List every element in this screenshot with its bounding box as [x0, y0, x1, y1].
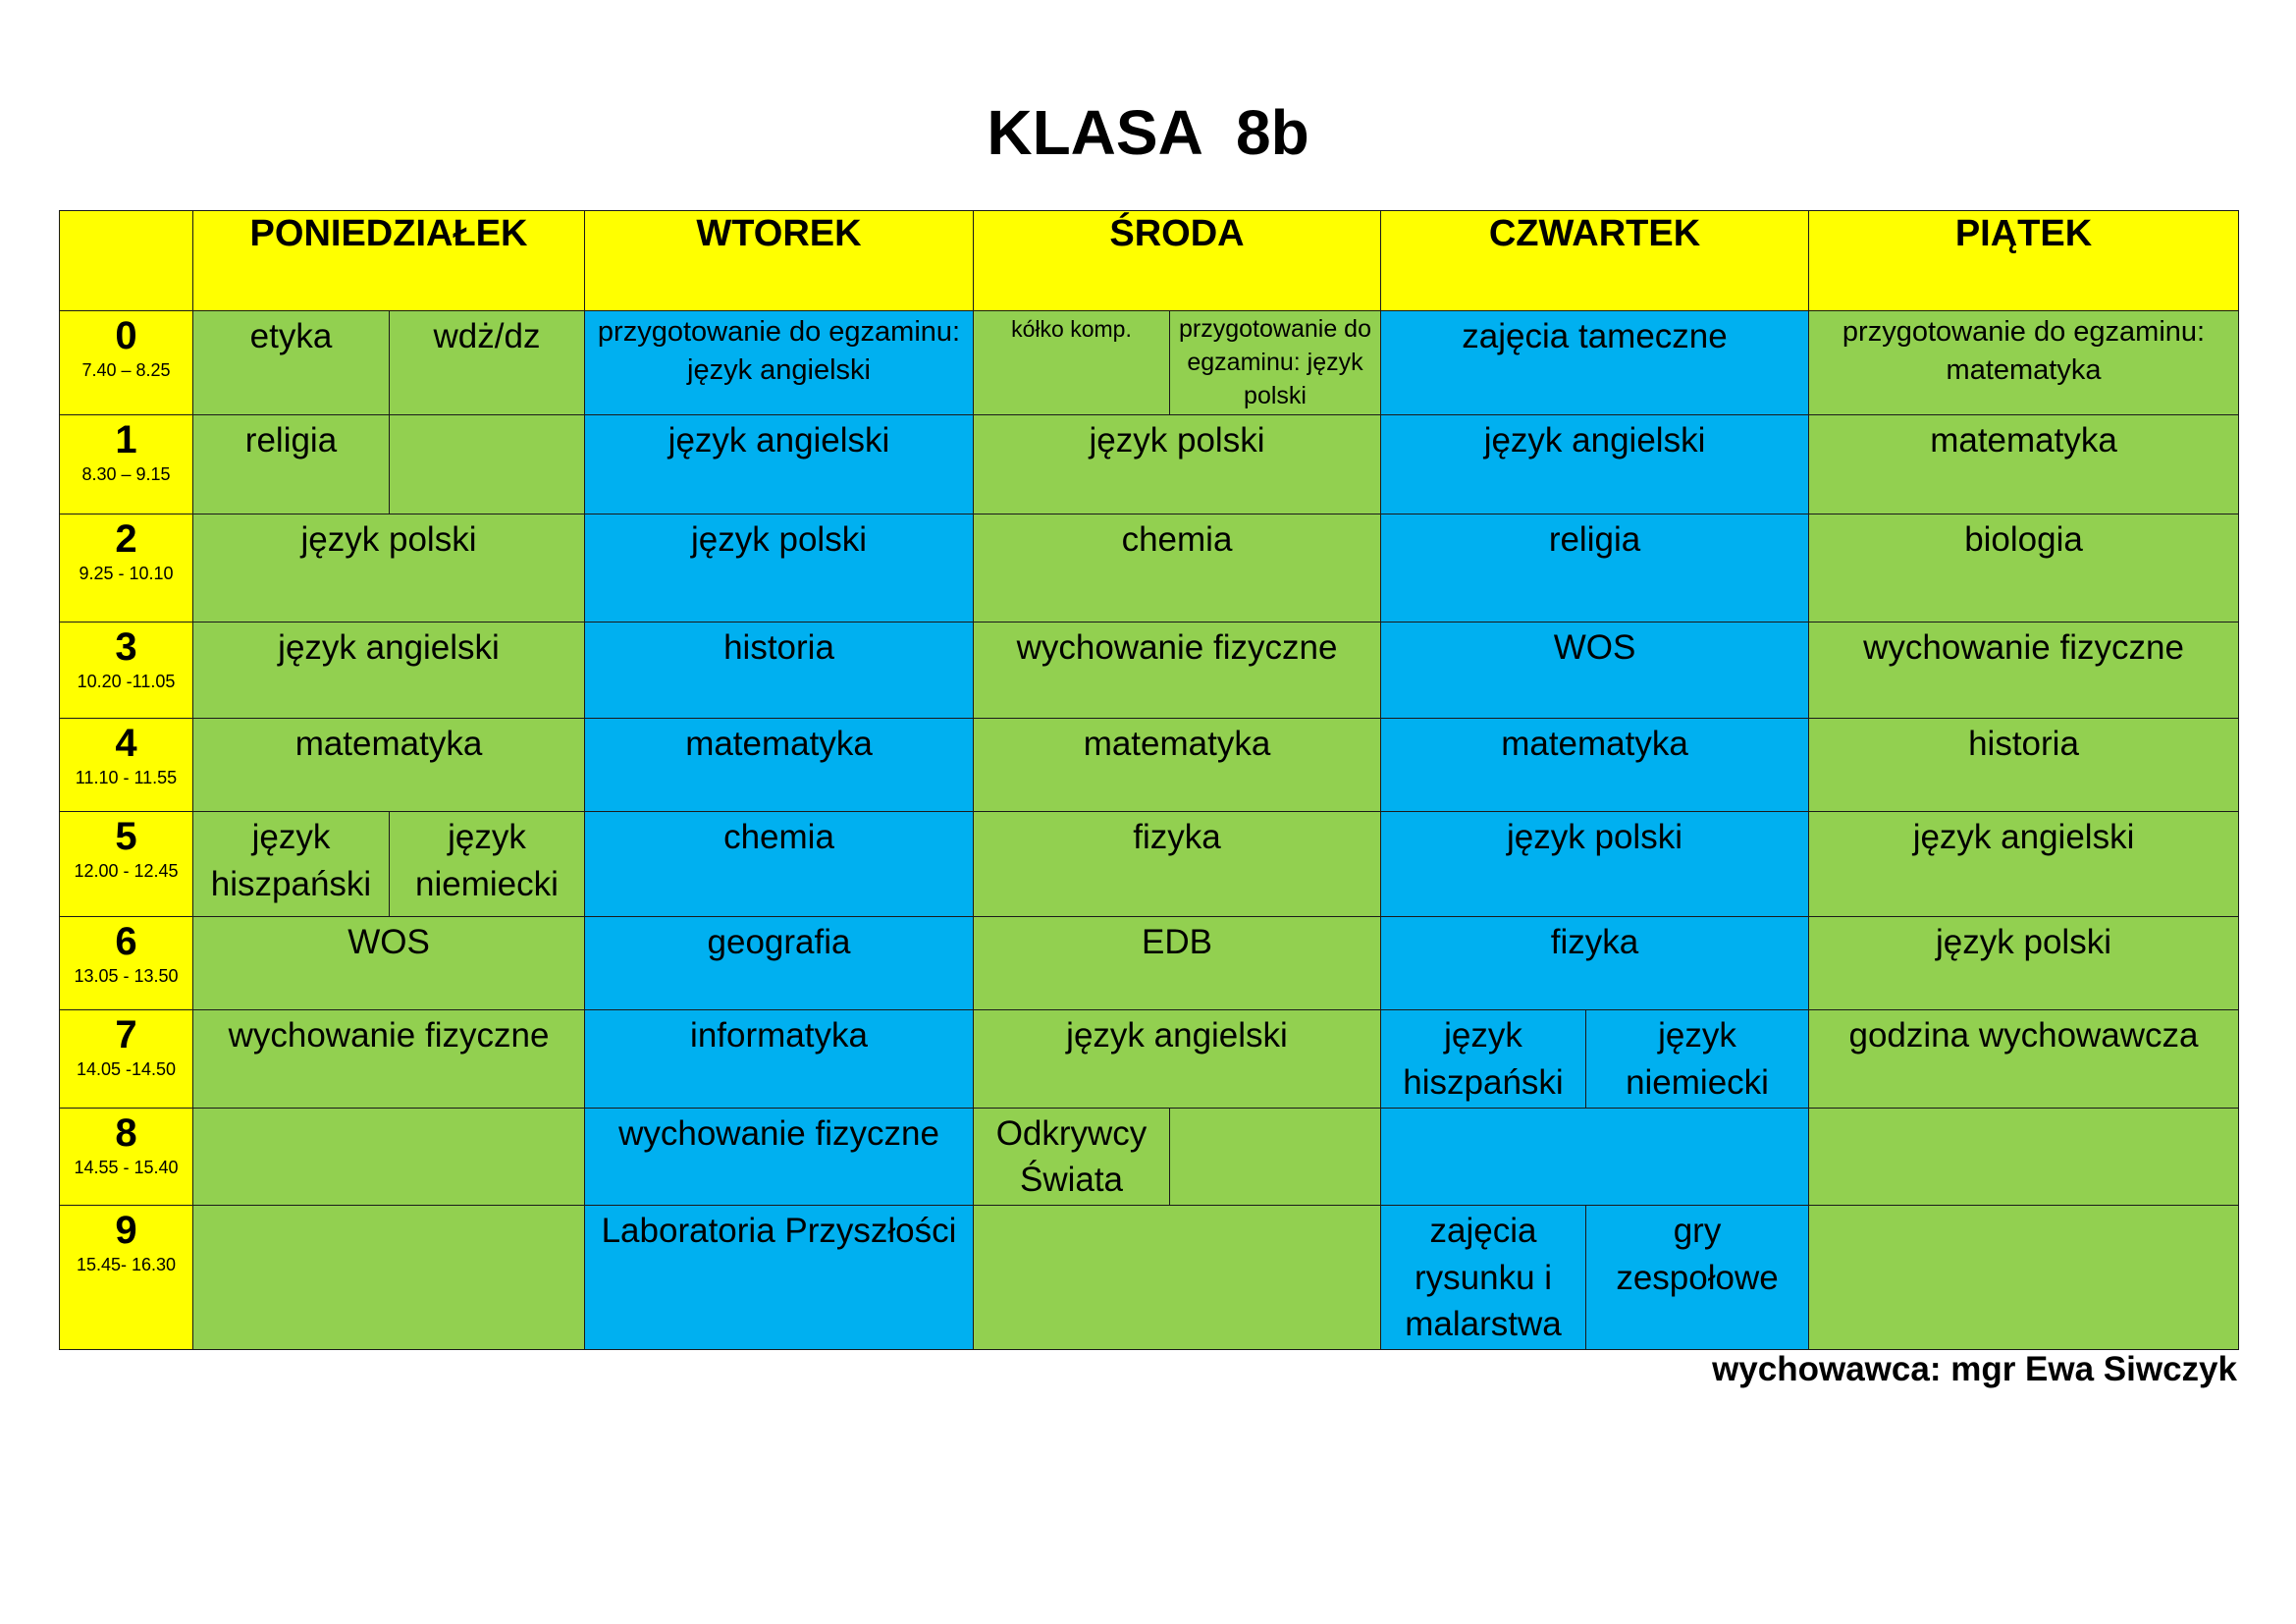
- day-header-friday: PIĄTEK: [1809, 211, 2239, 311]
- day-header-thursday: CZWARTEK: [1381, 211, 1809, 311]
- subject-cell: [1809, 1206, 2239, 1350]
- subject-cell: zajęcia tameczne: [1381, 311, 1809, 415]
- lesson-cell: [60, 1108, 193, 1206]
- lesson-cell: [60, 812, 193, 917]
- lesson-row-6: [60, 917, 2239, 1010]
- subject-cell: [1809, 1108, 2239, 1206]
- lesson-number: 5: [115, 815, 137, 859]
- subject-cell: język polski: [1809, 917, 2239, 1010]
- lesson-number: 7: [115, 1013, 137, 1057]
- timetable: [59, 210, 2239, 1350]
- subject-cell: wychowanie fizyczne: [585, 1108, 974, 1206]
- lesson-cell: [60, 719, 193, 812]
- subject-cell: [1170, 1108, 1381, 1206]
- subject-cell: język hiszpański: [193, 812, 390, 917]
- subject-cell: etyka: [193, 311, 390, 415]
- subject-cell: Laboratoria Przyszłości: [585, 1206, 974, 1350]
- lesson-number: 4: [115, 722, 137, 766]
- subject-cell: matematyka: [1381, 719, 1809, 812]
- day-header-monday: PONIEDZIAŁEK: [193, 211, 585, 311]
- subject-cell: matematyka: [585, 719, 974, 812]
- subject-cell: fizyka: [974, 812, 1381, 917]
- subject-cell: Odkrywcy Świata: [974, 1108, 1170, 1206]
- lesson-time: 15.45- 16.30: [76, 1255, 177, 1275]
- lesson-cell: [60, 415, 193, 514]
- lesson-time: 13.05 - 13.50: [74, 966, 179, 987]
- subject-cell: język polski: [1381, 812, 1809, 917]
- subject-cell: WOS: [1381, 623, 1809, 719]
- subject-cell: matematyka: [1809, 415, 2239, 514]
- subject-cell: wychowanie fizyczne: [974, 623, 1381, 719]
- subject-cell: przygotowanie do egzaminu: język angielski: [585, 311, 974, 415]
- lesson-cell: [60, 311, 193, 415]
- lesson-number: 0: [115, 314, 137, 357]
- lesson-row-8: [60, 1108, 2239, 1206]
- lesson-row-9: [60, 1206, 2239, 1350]
- lesson-cell: [60, 917, 193, 1010]
- lesson-cell: [60, 514, 193, 623]
- lesson-number: 8: [115, 1110, 137, 1155]
- subject-cell: wychowanie fizyczne: [1809, 623, 2239, 719]
- lesson-time: 14.05 -14.50: [76, 1059, 177, 1080]
- subject-cell: wychowanie fizyczne: [193, 1010, 585, 1109]
- lesson-cell: [60, 623, 193, 719]
- subject-cell: [193, 1108, 585, 1206]
- lesson-row-1: [60, 415, 2239, 514]
- subject-cell: informatyka: [585, 1010, 974, 1109]
- subject-cell: geografia: [585, 917, 974, 1010]
- lesson-time: 8.30 – 9.15: [81, 464, 171, 485]
- subject-cell: język niemiecki: [390, 812, 585, 917]
- subject-cell: język hiszpański: [1381, 1010, 1586, 1109]
- lesson-number: 6: [115, 920, 137, 964]
- subject-cell: matematyka: [193, 719, 585, 812]
- lesson-row-2: [60, 514, 2239, 623]
- subject-cell: przygotowanie do egzaminu: język polski: [1170, 311, 1381, 415]
- subject-cell: zajęcia rysunku i malarstwa: [1381, 1206, 1586, 1350]
- subject-cell: religia: [193, 415, 390, 514]
- lesson-time: 12.00 - 12.45: [74, 861, 179, 882]
- subject-cell: [974, 1206, 1381, 1350]
- lesson-time: 10.20 -11.05: [77, 672, 176, 692]
- subject-cell: historia: [585, 623, 974, 719]
- subject-cell: język angielski: [1809, 812, 2239, 917]
- page-title: KLASA 8b: [987, 97, 1309, 168]
- lesson-number: 1: [115, 418, 137, 462]
- lesson-number: 9: [115, 1209, 137, 1253]
- lesson-time: 11.10 - 11.55: [75, 768, 178, 788]
- lesson-time: 7.40 – 8.25: [81, 360, 171, 380]
- subject-cell: język angielski: [585, 415, 974, 514]
- lesson-cell: [60, 1206, 193, 1350]
- subject-cell: gry zespołowe: [1586, 1206, 1809, 1350]
- teacher-footer: wychowawca: mgr Ewa Siwczyk: [1712, 1350, 2237, 1388]
- lesson-row-3: [60, 623, 2239, 719]
- subject-cell: matematyka: [974, 719, 1381, 812]
- lesson-row-4: [60, 719, 2239, 812]
- header-row: [60, 211, 2239, 311]
- subject-cell: przygotowanie do egzaminu: matematyka: [1809, 311, 2239, 415]
- subject-cell: biologia: [1809, 514, 2239, 623]
- subject-cell: wdż/dz: [390, 311, 585, 415]
- subject-cell: język angielski: [1381, 415, 1809, 514]
- subject-cell: EDB: [974, 917, 1381, 1010]
- lesson-row-0: [60, 311, 2239, 415]
- subject-cell: chemia: [974, 514, 1381, 623]
- subject-cell: kółko komp.: [974, 311, 1170, 415]
- subject-cell: język niemiecki: [1586, 1010, 1809, 1109]
- day-header-tuesday: WTOREK: [585, 211, 974, 311]
- subject-cell: historia: [1809, 719, 2239, 812]
- lesson-row-5: [60, 812, 2239, 917]
- subject-cell: chemia: [585, 812, 974, 917]
- lesson-number: 2: [115, 517, 137, 562]
- lesson-cell: [60, 1010, 193, 1109]
- subject-cell: [1381, 1108, 1809, 1206]
- lesson-time: 14.55 - 15.40: [74, 1157, 179, 1177]
- subject-cell: język polski: [585, 514, 974, 623]
- subject-cell: fizyka: [1381, 917, 1809, 1010]
- subject-cell: język angielski: [193, 623, 585, 719]
- subject-cell: [390, 415, 585, 514]
- subject-cell: [193, 1206, 585, 1350]
- subject-cell: religia: [1381, 514, 1809, 623]
- subject-cell: język polski: [193, 514, 585, 623]
- corner-cell: [60, 211, 193, 311]
- lesson-time: 9.25 - 10.10: [79, 564, 174, 584]
- subject-cell: godzina wychowawcza: [1809, 1010, 2239, 1109]
- subject-cell: język angielski: [974, 1010, 1381, 1109]
- lesson-number: 3: [115, 625, 137, 670]
- subject-cell: język polski: [974, 415, 1381, 514]
- subject-cell: WOS: [193, 917, 585, 1010]
- day-header-wednesday: ŚRODA: [974, 211, 1381, 311]
- lesson-row-7: [60, 1010, 2239, 1109]
